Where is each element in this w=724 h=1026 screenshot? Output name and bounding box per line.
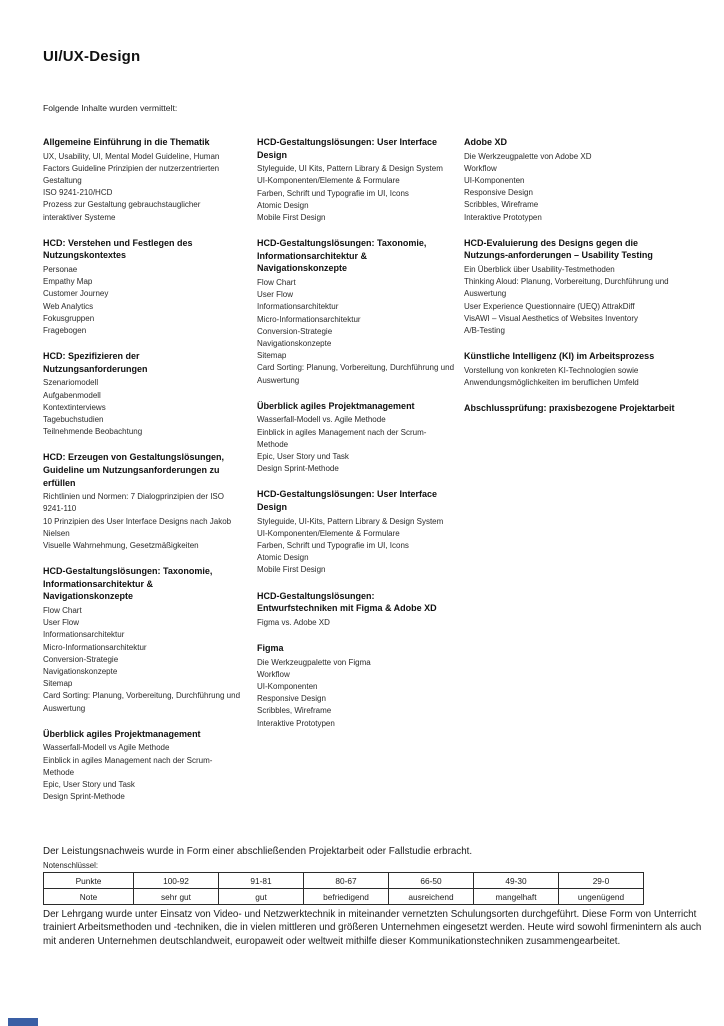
section-item: UI-Komponenten [464, 176, 525, 185]
section-item: A/B-Testing [464, 326, 505, 336]
section-item: Flow Chart [257, 277, 296, 287]
section-item: Epic, User Story und Task [257, 452, 349, 462]
content-column-1 [43, 136, 241, 803]
section-heading: Adobe XD [464, 137, 508, 147]
section-heading: HCD-Evaluierung des Designs gegen die Nutzungs-anforderungen – Usability Testing [464, 237, 653, 261]
section-item: Sitemap [43, 679, 73, 689]
section-item: Vorstellung von konkreten KI-Technologien sowie Anwendungsmöglichkeiten im beruflichen Umfeld [464, 365, 639, 388]
section-item: Atomic Design [257, 553, 309, 563]
section-item: User Flow [257, 290, 294, 300]
section-item: Styleguide, UI-Kits, Pattern Library & Design System [257, 516, 444, 526]
section-item: Thinking Aloud: Planung, Vorbereitung, Durchführung und Auswertung [464, 277, 669, 299]
section-heading: HCD-Gestaltungslösungen: User Interface Design [257, 137, 438, 160]
section-item: VisAWI – Visual Aesthetics of Websites Inventory [464, 313, 639, 323]
content-column-3 [464, 136, 676, 417]
content-columns [43, 136, 676, 803]
grading-cell: gut [219, 889, 304, 905]
section-item: Empathy Map [43, 277, 93, 287]
section-item: Atomic Design [257, 200, 309, 210]
section-item: Navigationskonzepte [257, 339, 332, 348]
section-item: Mobile First Design [257, 565, 326, 575]
section-item: Einblick in agiles Management nach der Scrum-Methode [43, 755, 213, 777]
section-heading: Überblick agiles Projektmanagement [43, 728, 201, 739]
section-item: Visuelle Wahrnehmung, Gesetzmäßigkeiten [43, 541, 199, 551]
section-item: Responsive Design [464, 188, 533, 198]
content-column-2 [257, 136, 457, 730]
section-item: Tagebuchstudien [43, 415, 104, 425]
section-item: Mobile First Design [257, 213, 326, 222]
section-item: Prozess zur Gestaltung gebrauchstauglicher interaktiver Systeme [43, 200, 201, 222]
section-item: Informationsarchitektur [257, 302, 339, 312]
section-heading: Überblick agiles Projektmanagement [257, 400, 415, 411]
grading-cell: 66-50 [389, 873, 474, 889]
section-heading: Figma [257, 643, 284, 654]
section-item: Interaktive Prototypen [257, 718, 335, 728]
grading-cell: 80-67 [304, 873, 389, 889]
section-item: Styleguide, UI Kits, Pattern Library & Design System [257, 164, 443, 174]
section-item: User Experience Questionnaire (UEQ) AttrakDiff [464, 301, 635, 311]
section-item: ISO 9241-210/HCD [43, 188, 113, 198]
intro-text: Folgende Inhalte wurden vermittelt: [43, 103, 178, 113]
corner-logo-mark [8, 1018, 38, 1026]
section-item: Navigationskonzepte [43, 667, 118, 677]
section-item: Farben, Schrift und Typografie im UI, Icons [257, 188, 409, 198]
section-item: Personae [43, 265, 78, 274]
section-item: Ein Überblick über Usability-Testmethoden [464, 265, 615, 274]
section-heading: HCD-Gestaltungslösungen: Taxonomie, Informationsarchitektur & Navigationskonzepte [43, 566, 213, 602]
section-item: Flow Chart [43, 606, 82, 615]
section-heading: HCD-Gestaltungslösungen: Taxonomie, Informationsarchitektur & Navigationskonzepte [257, 238, 427, 274]
section-item: Teilnehmende Beobachtung [43, 427, 143, 437]
section-item: Wasserfall-Modell vs Agile Methode [43, 743, 170, 753]
section-item: Interaktive Prototypen [464, 212, 542, 222]
grading-cell: 29-0 [559, 873, 644, 889]
section-item: Fokusgruppen [43, 313, 95, 323]
section-item: Web Analytics [43, 301, 94, 311]
section-item: Kontextinterviews [43, 402, 106, 412]
section-item: UX, Usability, UI, Mental Model Guideline, Human Factors Guideline Prinzipien der nutzerzentrierten Gestaltung [43, 151, 220, 185]
grading-cell: ungenügend [559, 889, 644, 905]
footer-section [43, 845, 703, 948]
section-item: Workflow [257, 669, 290, 679]
section-item: Workflow [464, 163, 497, 173]
section-heading: Künstliche Intelligenz (KI) im Arbeitsprozess [464, 351, 655, 362]
section-item: Szenariomodell [43, 378, 99, 388]
section-item: Design Sprint-Methode [257, 464, 339, 474]
section-item: Micro-Informationsarchitektur [43, 642, 147, 652]
grading-cell: ausreichend [389, 889, 474, 905]
section-item: Customer Journey [43, 289, 109, 299]
section-item: Responsive Design [257, 694, 326, 704]
section-item: Scribbles, Wireframe [464, 200, 539, 210]
section-item: Card Sorting: Planung, Vorbereitung, Durchführung und Auswertung [257, 363, 455, 385]
section-item: Einblick in agiles Management nach der Scrum-Methode [257, 427, 427, 449]
grading-cell: 91-81 [219, 873, 304, 889]
grading-row-label: Punkte [44, 873, 134, 889]
section-heading: Allgemeine Einführung in die Thematik [43, 137, 210, 147]
section-item: Wasserfall-Modell vs. Agile Methode [257, 415, 386, 425]
section-item: Informationsarchitektur [43, 630, 125, 640]
grading-table [43, 872, 644, 905]
result-text: Der Leistungsnachweis wurde in Form einer abschließenden Projektarbeit oder Fallstudie erbracht. [43, 846, 473, 857]
grading-table-row [44, 873, 644, 889]
section-item: UI-Komponenten/Elemente & Formulare [257, 176, 400, 186]
section-item: Design Sprint-Methode [43, 792, 125, 802]
grading-cell: sehr gut [134, 889, 219, 905]
section-item: Die Werkzeugpalette von Figma [257, 657, 371, 667]
section-item: Conversion-Strategie [43, 654, 119, 664]
section-item: UI-Komponenten [257, 682, 318, 692]
grading-scale-label: Notenschlüssel: [43, 861, 99, 870]
section-heading: HCD-Gestaltungslösungen: User Interface Design [257, 489, 438, 513]
section-item: Figma vs. Adobe XD [257, 617, 330, 627]
grading-row-label: Note [44, 889, 134, 905]
section-item: Aufgabenmodell [43, 390, 101, 400]
grading-cell: befriedigend [304, 889, 389, 905]
section-heading: HCD: Spezifizieren der Nutzungsanforderungen [43, 351, 148, 374]
section-item: User Flow [43, 618, 80, 628]
section-heading: Abschlussprüfung: praxisbezogene Projektarbeit [464, 403, 675, 414]
closing-text: Der Lehrgang wurde unter Einsatz von Video- und Netzwerktechnik in miteinander vernetzten Schulungsorten durchgeführt. Diese Form von Unterricht trainiert Arbeitsmethoden und -techniken, die in vielen mittleren und größeren Unternehmen eingesetzt werden. Heute wird sowohl firmenintern als auch mit anderen Unternehmen deutschlandweit, europaweit oder weltweit mithilfe dieser Kommunikationstechniken zusammengearbeitet. [43, 909, 702, 947]
grading-cell: 100-92 [134, 873, 219, 889]
section-item: Fragebogen [43, 326, 87, 336]
section-item: Conversion-Strategie [257, 326, 333, 336]
section-heading: HCD-Gestaltungslösungen: Entwurfstechniken mit Figma & Adobe XD [257, 590, 437, 614]
grading-table-row [44, 889, 644, 905]
section-item: Farben, Schrift und Typografie im UI, Icons [257, 541, 409, 551]
section-item: Micro-Informationsarchitektur [257, 314, 361, 324]
grading-cell: mangelhaft [474, 889, 559, 905]
grading-cell: 49-30 [474, 873, 559, 889]
section-item: Card Sorting: Planung, Vorbereitung, Durchführung und Auswertung [43, 691, 241, 713]
page-title: UI/UX-Design [43, 48, 141, 65]
section-item: UI-Komponenten/Elemente & Formulare [257, 528, 400, 538]
section-item: 10 Prinzipien des User Interface Designs nach Jakob Nielsen [43, 516, 232, 538]
section-item: Epic, User Story und Task [43, 780, 135, 790]
section-heading: HCD: Erzeugen von Gestaltungslösungen, Guideline um Nutzungsanforderungen zu erfüllen [43, 452, 225, 488]
section-item: Richtlinien und Normen: 7 Dialogprinzipien der ISO 9241-110 [43, 492, 224, 514]
section-heading: HCD: Verstehen und Festlegen des Nutzungskontextes [43, 237, 193, 261]
section-item: Die Werkzeugpalette von Adobe XD [464, 151, 592, 161]
section-item: Sitemap [257, 351, 287, 361]
section-item: Scribbles, Wireframe [257, 706, 332, 716]
